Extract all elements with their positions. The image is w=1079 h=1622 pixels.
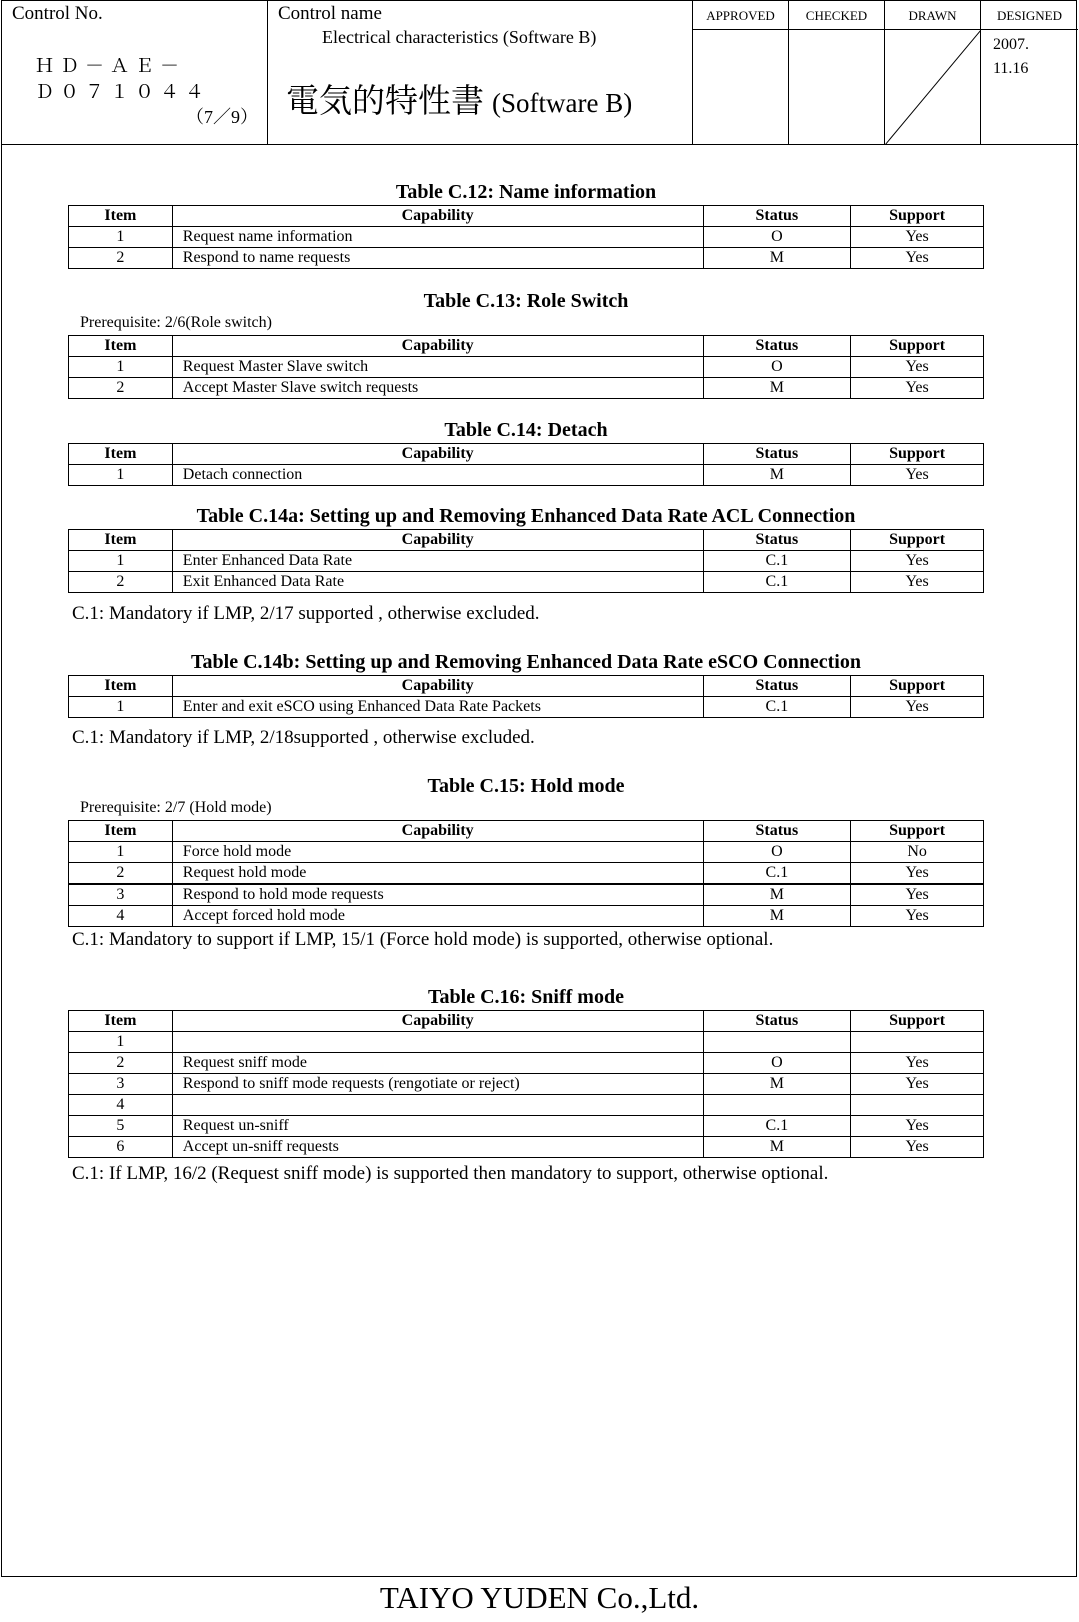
table-c16-note: C.1: If LMP, 16/2 (Request sniff mode) is supported then mandatory to support, otherwise optional.: [72, 1163, 829, 1184]
control-no-cell: [2, 1, 268, 145]
col-status: Status: [703, 676, 851, 697]
control-name-label: Control name: [278, 3, 382, 24]
designed-label: DESIGNED: [981, 1, 1078, 30]
table-row: 3 Respond to sniff mode requests (rengotiate or reject) M Yes: [69, 1074, 984, 1095]
table-c15-note: C.1: Mandatory to support if LMP, 15/1 (Force hold mode) is supported, otherwise optional.: [72, 929, 774, 950]
col-support: Support: [851, 206, 984, 227]
table-row: 2 Exit Enhanced Data Rate C.1 Yes: [69, 572, 984, 593]
col-status: Status: [703, 821, 851, 842]
designed-date: [993, 33, 1029, 81]
col-status: Status: [703, 530, 851, 551]
table-c14b-note: C.1: Mandatory if LMP, 2/18supported , otherwise excluded.: [72, 727, 535, 748]
approved-label: APPROVED: [693, 1, 788, 30]
drawn-label: DRAWN: [885, 1, 980, 30]
drawn-cell: [885, 1, 981, 145]
table-c14b: [68, 675, 984, 718]
table-c14: [68, 443, 984, 486]
col-capability: Capability: [172, 206, 703, 227]
approved-cell: [693, 1, 789, 145]
diagonal-strike-icon: [885, 30, 981, 145]
control-no-label: Control No.: [12, 3, 103, 24]
table-c16-title: Table C.16: Sniff mode: [428, 986, 624, 1008]
col-support: Support: [851, 530, 984, 551]
col-support: Support: [851, 676, 984, 697]
table-row: 2 Accept Master Slave switch requests M Yes: [69, 378, 984, 399]
table-c16: [68, 1010, 984, 1158]
table-c14-title: Table C.14: Detach: [444, 419, 608, 441]
table-c15-prerequisite: Prerequisite: 2/7 (Hold mode): [80, 799, 272, 816]
col-item: Item: [69, 1011, 173, 1032]
col-capability: Capability: [172, 336, 703, 357]
table-c14b-title: Table C.14b: Setting up and Removing Enhanced Data Rate eSCO Connection: [191, 651, 861, 673]
col-item: Item: [69, 206, 173, 227]
col-item: Item: [69, 336, 173, 357]
col-capability: Capability: [172, 444, 703, 465]
table-row: 1 Detach connection M Yes: [69, 465, 984, 486]
table-row: 1 Force hold mode O No: [69, 842, 984, 863]
col-item: Item: [69, 821, 173, 842]
table-row: 4 Accept forced hold mode M Yes: [69, 906, 984, 927]
table-c13-title: Table C.13: Role Switch: [423, 290, 629, 312]
control-no-line1: ＨＤ－ＡＥ－: [35, 56, 186, 77]
title-block: [2, 1, 1078, 145]
col-item: Item: [69, 444, 173, 465]
table-row: 6 Accept un-sniff requests M Yes: [69, 1137, 984, 1158]
table-c13-prerequisite: Prerequisite: 2/6(Role switch): [80, 314, 272, 331]
table-row: 1 Enter Enhanced Data Rate C.1 Yes: [69, 551, 984, 572]
control-name-jp: [286, 75, 632, 122]
table-row: 1: [69, 1032, 984, 1053]
designed-date-day: 11.16: [993, 60, 1029, 77]
col-status: Status: [703, 206, 851, 227]
control-name-jp-suffix: (Software B): [492, 88, 633, 118]
col-status: Status: [703, 444, 851, 465]
checked-cell: [789, 1, 885, 145]
table-c12-title: Table C.12: Name information: [395, 181, 657, 203]
control-name-en: Electrical characteristics (Software B): [322, 27, 597, 47]
control-name-jp-text: 電気的特性書: [286, 81, 484, 120]
checked-label: CHECKED: [789, 1, 884, 30]
table-row: 2 Request hold mode C.1 Yes: [69, 863, 984, 885]
table-c12: [68, 205, 984, 269]
table-row: 1 Request name information O Yes: [69, 227, 984, 248]
table-c13: [68, 335, 984, 399]
col-support: Support: [851, 821, 984, 842]
table-row: 1 Enter and exit eSCO using Enhanced Data Rate Packets C.1 Yes: [69, 697, 984, 718]
col-item: Item: [69, 530, 173, 551]
col-item: Item: [69, 676, 173, 697]
company-footer: TAIYO YUDEN Co.,Ltd.: [379, 1580, 700, 1615]
col-capability: Capability: [172, 1011, 703, 1032]
page-number: （7／9）: [186, 107, 258, 127]
designed-cell: [981, 1, 1078, 145]
control-no-line2: Ｄ０７１０４４: [35, 82, 211, 103]
table-c14a: [68, 529, 984, 593]
table-c15: [68, 820, 984, 927]
col-capability: Capability: [172, 676, 703, 697]
table-c15-title: Table C.15: Hold mode: [427, 775, 625, 797]
table-row: 1 Request Master Slave switch O Yes: [69, 357, 984, 378]
col-capability: Capability: [172, 530, 703, 551]
table-c14a-note: C.1: Mandatory if LMP, 2/17 supported , otherwise excluded.: [72, 603, 540, 624]
control-name-cell: [268, 1, 693, 145]
table-c14a-title: Table C.14a: Setting up and Removing Enhanced Data Rate ACL Connection: [196, 505, 856, 527]
table-row: 3 Respond to hold mode requests M Yes: [69, 884, 984, 906]
table-row: 4: [69, 1095, 984, 1116]
table-row: 2 Request sniff mode O Yes: [69, 1053, 984, 1074]
col-support: Support: [851, 1011, 984, 1032]
col-capability: Capability: [172, 821, 703, 842]
designed-date-year: 2007.: [993, 36, 1029, 53]
col-support: Support: [851, 336, 984, 357]
col-support: Support: [851, 444, 984, 465]
table-row: 2 Respond to name requests M Yes: [69, 248, 984, 269]
col-status: Status: [703, 336, 851, 357]
col-status: Status: [703, 1011, 851, 1032]
table-row: 5 Request un-sniff C.1 Yes: [69, 1116, 984, 1137]
